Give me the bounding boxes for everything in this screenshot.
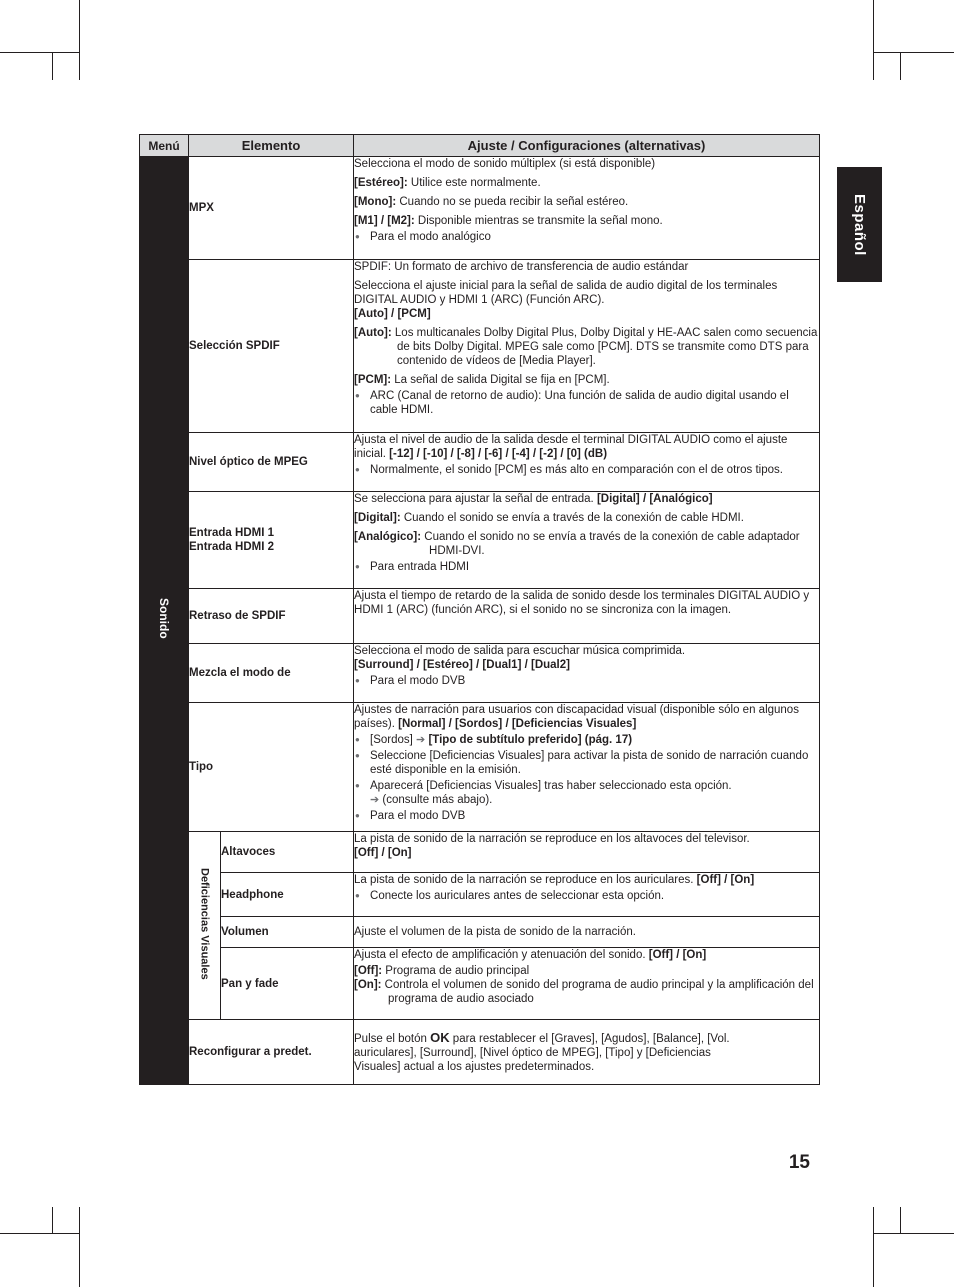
item-mix-mode: Mezcla el modo de [189,644,354,703]
ok-button-icon: OK [430,1029,450,1045]
item-hdmi-input [189,492,354,589]
table-row [140,433,820,492]
page-reference: [Tipo de subtítulo preferido] (pág. 17) [425,734,633,746]
desc-text: Ajusta el tiempo de retardo de la salida de sonido desde los terminales DIGITAL AUDIO y HDMI 1 (ARC) (función ARC), si el sonido no se sincroniza con la imagen. [354,590,810,616]
header-item: Elemento [189,135,354,157]
sub-group-cell [189,832,221,1020]
desc-text: (consulte más abajo). [379,794,493,806]
arrow-right-icon: ➔ [370,794,380,806]
desc-text: Cuando no se pueda recibir la señal estéreo. [396,196,629,208]
desc-volume [354,917,820,948]
desc-type [354,703,820,832]
note-bullet [354,733,819,747]
desc-text: [Sordos] [370,734,417,746]
option-label: [Mono]: [354,196,397,208]
item-speakers: Altavoces [221,832,354,873]
crop-mark [873,1233,954,1234]
item-hdmi-2: Entrada HDMI 2 [189,541,274,553]
option-label: [Auto]: [354,327,392,339]
option-list: [Off] / [On] [648,949,707,961]
desc-reset [354,1020,820,1085]
sub-group-label: Deficiencias Visuales [198,867,211,980]
header-setting: Ajuste / Configuraciones (alternativas) [354,135,820,157]
desc-mpx [354,157,820,260]
crop-mark [0,52,80,53]
desc-text: Pulse el botón [354,1032,431,1045]
item-mpeg-level: Nivel óptico de MPEG [189,433,354,492]
desc-text: Selecciona el modo de salida para escuchar música comprimida. [354,645,686,657]
desc-speakers [354,832,820,873]
note-bullet [354,779,819,807]
desc-text: SPDIF: Un formato de archivo de transferencia de audio estándar [354,261,689,273]
item-spdif-delay: Retraso de SPDIF [189,589,354,644]
note-bullet: ● Para el modo DVB [354,809,819,823]
table-row [140,1020,820,1085]
table-row [140,644,820,703]
item-spdif-select: Selección SPDIF [189,260,354,433]
table-row [140,917,820,948]
desc-text: para restablecer el [Graves], [Agudos], [Balance], [Vol. auriculares], [Surround], [Nivel óptico de MPEG], [Tipo] y [Deficiencias Visuales] actual a los ajustes predeterminados. [354,1032,730,1073]
item-type: Tipo [189,703,354,832]
desc-text: Se selecciona para ajustar la señal de entrada. [354,493,597,505]
table-row [140,948,820,1020]
desc-text: Cuando el sonido no se envía a través de la conexión de cable adaptador HDMI-DVI. [421,531,800,557]
desc-spdif-select [354,260,820,433]
table-row [140,832,820,873]
item-headphone: Headphone [221,873,354,917]
desc-headphone [354,873,820,917]
option-label: [Digital]: [354,512,401,524]
desc-text: Utilice este normalmente. [407,177,541,189]
note-bullet: ● Para entrada HDMI [354,560,819,574]
desc-text: La pista de sonido de la narración se reproduce en los auriculares. [354,874,697,886]
crop-mark [900,1207,901,1234]
desc-text: Aparecerá [Deficiencias Visuales] tras haber seleccionado esta opción. [370,780,732,792]
option-label: [On]: [354,979,382,991]
note-bullet: ● Para el modo DVB [354,674,819,688]
item-pan-fade: Pan y fade [221,948,354,1020]
item-volume: Volumen [221,917,354,948]
table-row [140,873,820,917]
desc-text: Cuando el sonido se envía a través de la conexión de cable HDMI. [400,512,744,524]
language-label: Español [851,193,868,256]
note-bullet: ● Normalmente, el sonido [PCM] es más alto en comparación con el de otros tipos. [354,463,819,477]
table-row [140,260,820,433]
desc-text: Programa de audio principal [382,965,530,977]
option-label: [PCM]: [354,374,392,386]
desc-text: Los multicanales Dolby Digital Plus, Dolby Digital y HE-AAC salen como secuencia de bits Dolby Digital. MPEG sale como [PCM]. DTS se transmite como DTS para contenido de vídeos de [Media Player]. [391,327,818,367]
crop-mark [79,0,80,80]
option-list: [Normal] / [Sordos] / [Deficiencias Visuales] [398,718,637,730]
menu-name: Sonido [157,598,171,639]
table-row [140,703,820,832]
note-bullet: ● Para el modo analógico [354,230,819,244]
option-label: [Analógico]: [354,531,422,543]
desc-mpeg-level [354,433,820,492]
crop-mark [52,52,53,80]
desc-text: Ajuste el volumen de la pista de sonido de la narración. [354,926,636,938]
table-row [140,492,820,589]
option-list: [Digital] / [Analógico] [596,493,713,505]
menu-name-cell [140,157,189,1085]
option-label: [M1] / [M2]: [354,215,415,227]
desc-hdmi-input [354,492,820,589]
table-row [140,589,820,644]
desc-pan-fade [354,948,820,1020]
table-row [140,157,820,260]
desc-text: La pista de sonido de la narración se reproduce en los altavoces del televisor. [354,833,750,845]
desc-text: Ajustes de narración para usuarios con discapacidad visual (disponible sólo en algunos países). [354,704,799,730]
option-list: [Off] / [On] [696,874,755,886]
language-tab [837,167,882,282]
desc-text: Disponible mientras se transmite la señal mono. [414,215,663,227]
desc-text: Ajusta el nivel de audio de la salida desde el terminal DIGITAL AUDIO como el ajuste inicial. [354,434,788,460]
desc-text: La señal de salida Digital se fija en [PCM]. [391,374,610,386]
crop-mark [873,52,954,53]
option-list: [Surround] / [Estéreo] / [Dual1] / [Dual2] [354,659,570,671]
note-bullet: ● Seleccione [Deficiencias Visuales] para activar la pista de sonido de narración cuando esté disponible en la emisión. [354,749,819,777]
option-label: [Off]: [354,965,383,977]
sound-menu-table [139,134,820,1085]
desc-text: Ajusta el efecto de amplificación y atenuación del sonido. [354,949,649,961]
crop-mark [900,52,901,80]
crop-mark [0,1233,80,1234]
crop-mark [52,1207,53,1234]
desc-spdif-delay [354,589,820,644]
desc-text: Selecciona el modo de sonido múltiplex (si está disponible) [354,158,656,170]
option-list: [-12] / [-10] / [-8] / [-6] / [-4] / [-2] / [0] (dB) [389,448,608,460]
item-reset: Reconfigurar a predet. [189,1020,354,1085]
crop-mark [873,0,874,80]
desc-text: Controla el volumen de sonido del programa de audio principal y la amplificación del programa de audio asociado [381,979,814,1005]
header-menu: Menú [140,135,189,157]
item-hdmi-1: Entrada HDMI 1 [189,527,274,539]
option-list: [Auto] / [PCM] [354,308,431,320]
page-number: 15 [788,1152,810,1173]
desc-mix-mode [354,644,820,703]
item-mpx: MPX [189,157,354,260]
arrow-right-icon: ➔ [416,734,426,746]
crop-mark [873,1207,874,1287]
note-bullet: ● ARC (Canal de retorno de audio): Una función de salida de audio digital usando el cable HDMI. [354,389,819,417]
note-bullet: ● Conecte los auriculares antes de seleccionar esta opción. [354,889,819,903]
table-header-row [140,135,820,157]
crop-mark [79,1207,80,1287]
desc-text: Selecciona el ajuste inicial para la señal de salida de audio digital de los terminales DIGITAL AUDIO y HDMI 1 (ARC) (Función ARC). [354,280,778,306]
option-list: [Off] / [On] [354,847,412,859]
option-label: [Estéreo]: [354,177,408,189]
